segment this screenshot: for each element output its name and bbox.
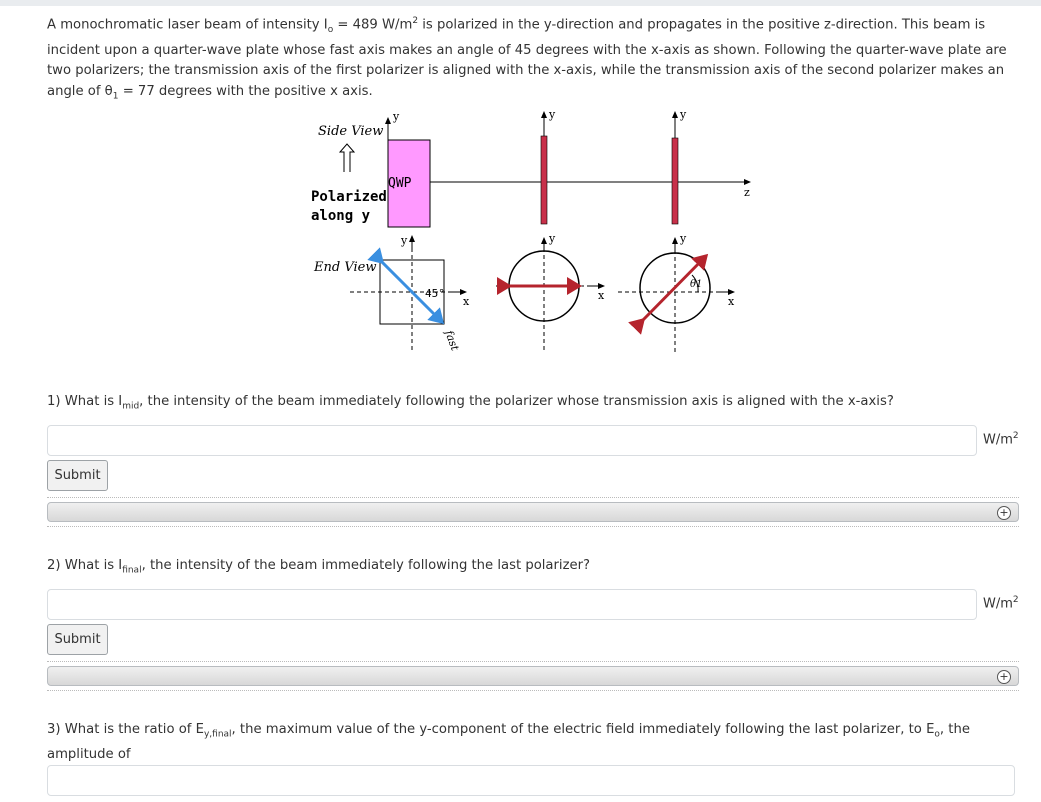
question-1-text: 1) What is $I_{mid}$, the intensity of the beam immediately following the polarizer whose transmission axis is aligned with the x-axis? <box>47 394 894 412</box>
expand-plus-icon[interactable]: + <box>997 506 1011 520</box>
svg-text:y: y <box>549 108 556 121</box>
qwp-label: QWP <box>388 176 412 191</box>
divider <box>47 690 1019 691</box>
side-view-label: Side View <box>318 124 384 139</box>
svg-text:x: x <box>728 295 735 308</box>
end-view-label: End View <box>314 260 377 275</box>
divider <box>47 526 1019 527</box>
divider <box>47 497 1019 498</box>
answer-1-input[interactable] <box>47 425 977 456</box>
problem-statement: A monochromatic laser beam of intensity $I_o = 489$ $W/m^2$ is polarized in the y-direction and propagates in the positive z-direction. This beam is incident upon a quarter-wave plate whose fast axis makes an angle of 45 degrees with the x-axis as shown. Following the quarter-wave plate are two polarizers; the transmission axis of the first polarizer is aligned with the x-axis, while the transmission axis of the second polarizer makes an angle of $\theta_1 = 77$ degrees with the positive x axis. <box>47 16 1007 102</box>
question-3-text: 3) What is the ratio of $E_{y,final}$, the maximum value of the y-component of the electric field immediately following the last polarizer, to $E_o$, the amplitude of <box>47 722 970 762</box>
svg-text:y: y <box>680 108 687 121</box>
question-2-text: 2) What is $I_{final}$, the intensity of the beam immediately following the last polarizer? <box>47 558 591 576</box>
divider <box>47 661 1019 662</box>
answer-3-input[interactable] <box>47 765 1015 796</box>
answer-2-input[interactable] <box>47 589 977 620</box>
polarized-line2: along y <box>311 208 371 224</box>
polarized-line1: Polarized <box>311 189 387 205</box>
svg-text:y: y <box>393 110 400 123</box>
angle-label: 45° <box>425 287 445 300</box>
submit-button-2[interactable]: Submit <box>47 624 108 655</box>
z-axis-label: z <box>744 186 750 199</box>
hint-bar-2[interactable] <box>47 666 1019 686</box>
hint-bar-1[interactable] <box>47 502 1019 522</box>
svg-text:x: x <box>598 289 605 302</box>
answer-1-unit: $W/m^2$ <box>983 431 1019 448</box>
svg-text:y: y <box>549 232 556 245</box>
expand-plus-icon[interactable]: + <box>997 670 1011 684</box>
top-bar <box>0 0 1041 6</box>
optics-diagram <box>300 100 770 360</box>
submit-button-1[interactable]: Submit <box>47 460 108 491</box>
polarizer-2 <box>672 138 678 224</box>
svg-text:y: y <box>680 232 687 245</box>
fast-label: fast <box>442 328 462 353</box>
svg-text:x: x <box>463 295 470 308</box>
incident-beam-arrow-icon <box>340 144 354 172</box>
theta-label: θ1 <box>690 279 703 290</box>
answer-2-unit: $W/m^2$ <box>983 595 1019 612</box>
polarizer-1 <box>541 136 547 224</box>
svg-text:y: y <box>401 234 408 247</box>
